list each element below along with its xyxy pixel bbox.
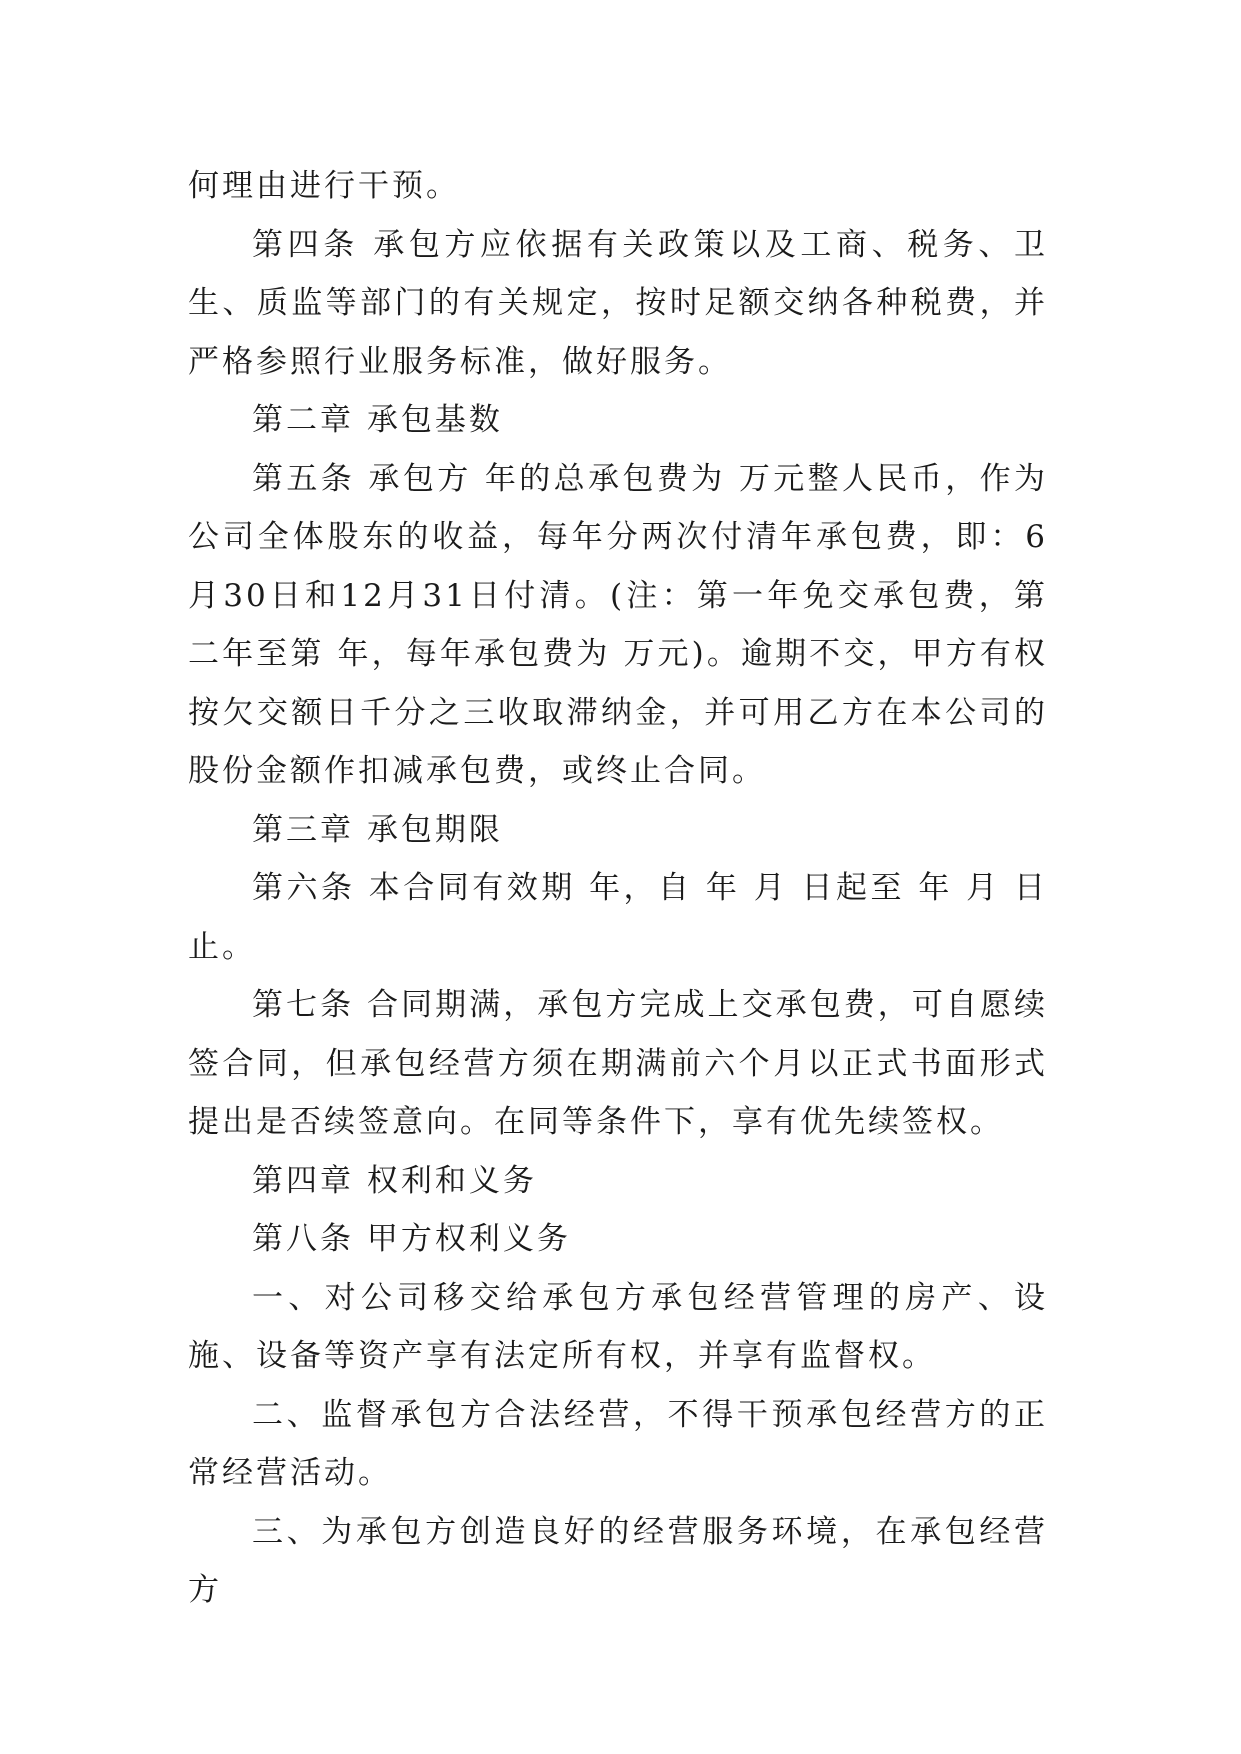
article-5: 第五条 承包方 年的总承包费为 万元整人民币，作为公司全体股东的收益，每年分两次付清年承包费，即：6月30日和12月31日付清。(注：第一年免交承包费，第二年至第 年，每年承包费为 万元)。逾期不交，甲方有权按欠交额日千分之三收取滞纳金，并可用乙方在本公司的股份金额作扣减承包费，或终止合同。 [188, 460, 1048, 789]
document-body [188, 157, 1048, 1620]
article-6: 第六条 本合同有效期 年，自 年 月 日起至 年 月 日止。 [188, 870, 1048, 965]
article-8-heading: 第八条 甲方权利义务 [252, 1221, 571, 1257]
chapter-4-heading: 第四章 权利和义务 [252, 1162, 537, 1199]
chapter-3-heading: 第三章 承包期限 [252, 811, 503, 848]
article-8-item-2: 二、监督承包方合法经营，不得干预承包经营方的正常经营活动。 [188, 1396, 1048, 1491]
paragraph-continuation: 何理由进行干预。 [188, 168, 460, 204]
article-8-item-1: 一、对公司移交给承包方承包经营管理的房产、设施、设备等资产享有法定所有权，并享有监督权。 [188, 1279, 1048, 1374]
article-7: 第七条 合同期满，承包方完成上交承包费，可自愿续签合同，但承包经营方须在期满前六个月以正式书面形式提出是否续签意向。在同等条件下，享有优先续签权。 [188, 987, 1048, 1140]
article-8-item-3: 三、为承包方创造良好的经营服务环境，在承包经营方 [188, 1513, 1048, 1608]
article-4: 第四条 承包方应依据有关政策以及工商、税务、卫生、质监等部门的有关规定，按时足额交纳各种税费，并严格参照行业服务标准，做好服务。 [188, 226, 1048, 380]
chapter-2-heading: 第二章 承包基数 [252, 402, 503, 438]
